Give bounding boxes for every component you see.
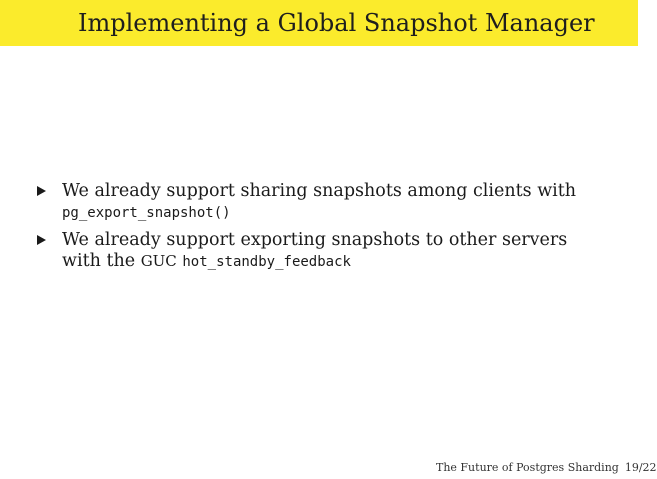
footer-talk-title: The Future of Postgres Sharding bbox=[436, 461, 619, 474]
bullet-text: We already support exporting snapshots to other servers bbox=[62, 230, 568, 250]
code-snippet: hot_standby_feedback bbox=[182, 254, 351, 270]
triangle-bullet-icon bbox=[37, 235, 46, 245]
page-number: 19/22 bbox=[624, 461, 657, 474]
bullet-text-prefix: with the bbox=[62, 251, 136, 271]
bullet-text: We already support sharing snapshots among clients with bbox=[62, 181, 577, 201]
bullet-item bbox=[0, 230, 638, 273]
slide-title: Implementing a Global Snapshot Manager bbox=[78, 9, 595, 37]
bullet-list bbox=[0, 181, 638, 279]
code-snippet: pg_export_snapshot() bbox=[62, 205, 231, 221]
title-bar bbox=[0, 0, 638, 46]
acronym: GUC bbox=[140, 252, 177, 270]
triangle-bullet-icon bbox=[37, 186, 46, 196]
footer bbox=[436, 461, 657, 475]
bullet-item bbox=[0, 181, 638, 224]
